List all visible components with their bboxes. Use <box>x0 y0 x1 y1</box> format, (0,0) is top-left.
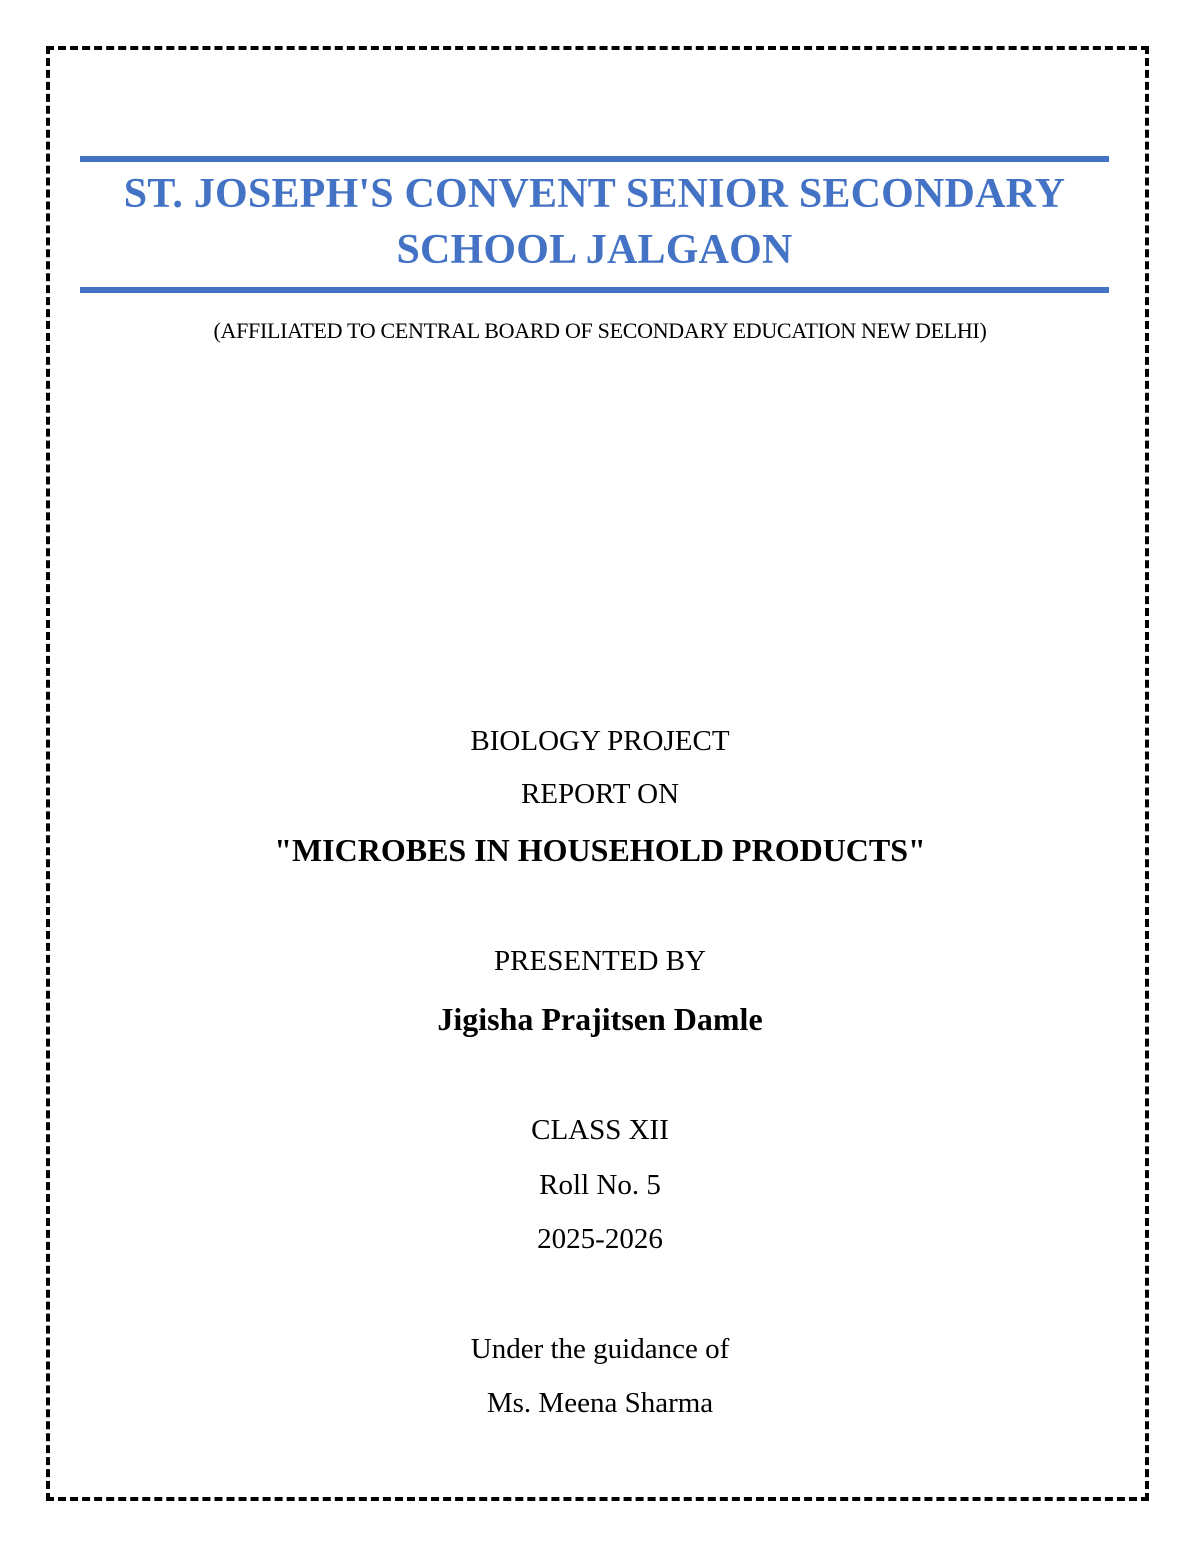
presented-by-label: PRESENTED BY <box>494 945 706 977</box>
student-roll-number: Roll No. 5 <box>539 1169 661 1201</box>
title-rule-top <box>80 156 1109 162</box>
school-name-line-2: SCHOOL JALGAON <box>396 227 793 273</box>
student-name: Jigisha Prajitsen Damle <box>437 1001 763 1037</box>
project-title: "MICROBES IN HOUSEHOLD PRODUCTS" <box>274 832 926 868</box>
title-rule-bottom <box>80 287 1109 293</box>
teacher-name: Ms. Meena Sharma <box>486 1387 714 1419</box>
school-name-line-1: ST. JOSEPH'S CONVENT SENIOR SECONDARY <box>123 171 1066 217</box>
affiliation-text: (AFFILIATED TO CENTRAL BOARD OF SECONDARY EDUCATION NEW DELHI) <box>213 318 987 343</box>
student-class: CLASS XII <box>531 1114 669 1146</box>
guidance-label: Under the guidance of <box>470 1333 730 1365</box>
report-on-label: REPORT ON <box>520 778 680 810</box>
school-name-heading <box>80 166 1109 278</box>
project-subject: BIOLOGY PROJECT <box>470 725 730 757</box>
academic-session: 2025-2026 <box>537 1223 663 1255</box>
